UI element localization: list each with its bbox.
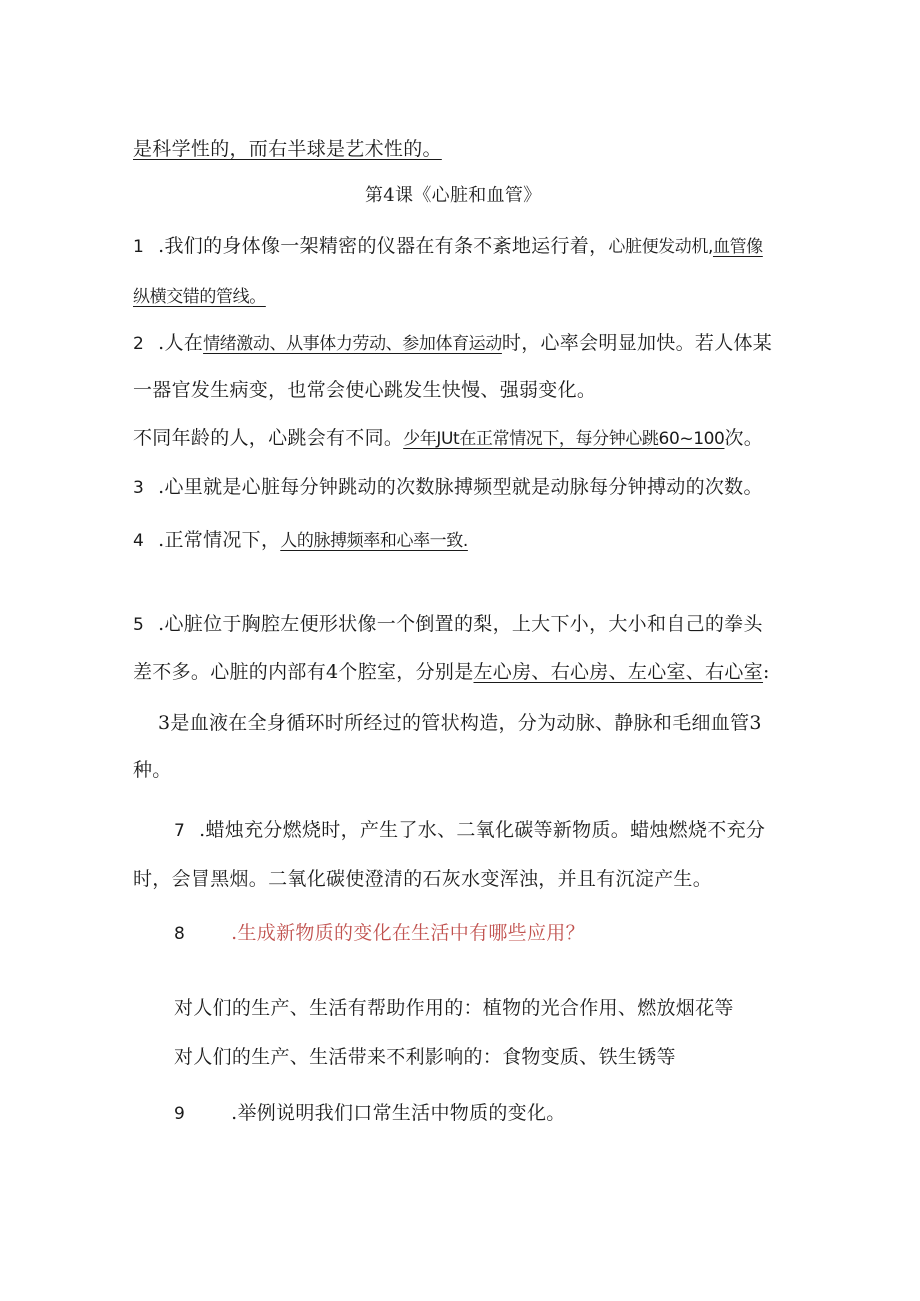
item-8-text: .生成新物质的变化在生活中有哪些应用？: [231, 922, 585, 944]
lesson-title: 第4课《心脏和血管》: [365, 185, 542, 206]
item-2-underline: 情绪激动、从事体力劳动、参加体育运动: [203, 334, 502, 354]
item-3-text: .心里就是心脏每分钟跳动的次数脉搏频型就是动脉每分钟搏动的次数。: [158, 476, 763, 498]
intro-text: 是科学性的，而右半球是艺术性的。: [133, 138, 442, 160]
item-1-text: .我们的身体像一架精密的仪器在有条不紊地运行着，: [158, 235, 609, 257]
item-5-line-2-post: :: [763, 661, 770, 683]
item-9-number: 9: [174, 1104, 186, 1124]
item-3-line-1: [133, 475, 763, 500]
item-5-number: 5: [133, 615, 145, 635]
item-7-text-line-2: 时，会冒黑烟。二氧化碳使澄清的石灰水变浑浊，并且有沉淀产生。: [133, 868, 713, 890]
item-3-number: 3: [133, 478, 145, 498]
item-1-underline-2: 血管像: [712, 237, 763, 257]
item-2-line-3-underline: 少年JUt在正常情况下，每分钟心跳60~100: [403, 429, 725, 449]
item-7-line-1: [174, 818, 765, 843]
item-8-question: [174, 921, 585, 946]
item-2-line-3-post: 次。: [724, 427, 764, 449]
item-1-number: 1: [133, 237, 145, 257]
item-5-line-2-pre: 差不多。心脏的内部有4个腔室，分别是: [133, 661, 474, 683]
item-2-line-3: [133, 426, 763, 451]
item-6-text-line-2: 种。: [133, 759, 172, 781]
item-4-line-1: [133, 528, 468, 553]
item-2-line-1: [133, 331, 772, 356]
item-7-number: 7: [174, 821, 186, 841]
item-7-text: .蜡烛充分燃烧时，产生了水、二氧化碳等新物质。蜡烛燃烧不充分: [199, 819, 766, 841]
item-6-line-2: [133, 758, 172, 782]
item-6-text: 3是血液在全身循环时所经过的管状构造，分为动脉、静脉和毛细血管3: [158, 712, 762, 734]
item-1-text-line-2: 纵横交错的管线。: [133, 287, 266, 307]
item-8-answer-1-text: 对人们的生产、生活有帮助作用的：植物的光合作用、燃放烟花等: [174, 997, 734, 1019]
item-1-line-2: [133, 284, 266, 309]
item-1-line-1: [133, 234, 763, 259]
item-9-question: [174, 1101, 566, 1126]
item-1-underline-1: 心脏便发动机,: [608, 237, 713, 257]
item-9-text: .举例说明我们口常生活中物质的变化。: [231, 1102, 566, 1124]
item-2-pre: .人在: [158, 332, 204, 354]
item-2-line-2: [133, 378, 596, 402]
item-2-text-line-2: 一器官发生病变，也常会使心跳发生快慢、强弱变化。: [133, 379, 597, 401]
item-2-number: 2: [133, 334, 145, 354]
item-5-line-2: [133, 660, 770, 684]
item-6-line-1: [158, 711, 762, 735]
item-7-line-2: [133, 867, 712, 891]
item-4-underline: 人的脉搏频率和心率一致.: [280, 531, 468, 551]
item-8-answer-2: [174, 1045, 676, 1069]
item-4-pre: .正常情况下，: [158, 529, 281, 551]
item-8-number: 8: [174, 924, 186, 944]
item-5-text: .心脏位于胸腔左便形状像一个倒置的梨，上大下小，大小和自己的拳头: [158, 613, 763, 635]
item-8-answer-2-text: 对人们的生产、生活带来不利影响的：食物变质、铁生锈等: [174, 1046, 676, 1068]
intro-line: [133, 137, 442, 161]
item-2-line-3-pre: 不同年龄的人，心跳会有不同。: [133, 427, 404, 449]
item-2-post: 时，心率会明显加快。若人体某: [501, 332, 773, 354]
item-5-line-2-underline: 左心房、右心房、左心室、右心室: [473, 661, 764, 683]
item-4-number: 4: [133, 531, 145, 551]
item-8-answer-1: [174, 996, 734, 1020]
item-5-line-1: [133, 612, 763, 637]
